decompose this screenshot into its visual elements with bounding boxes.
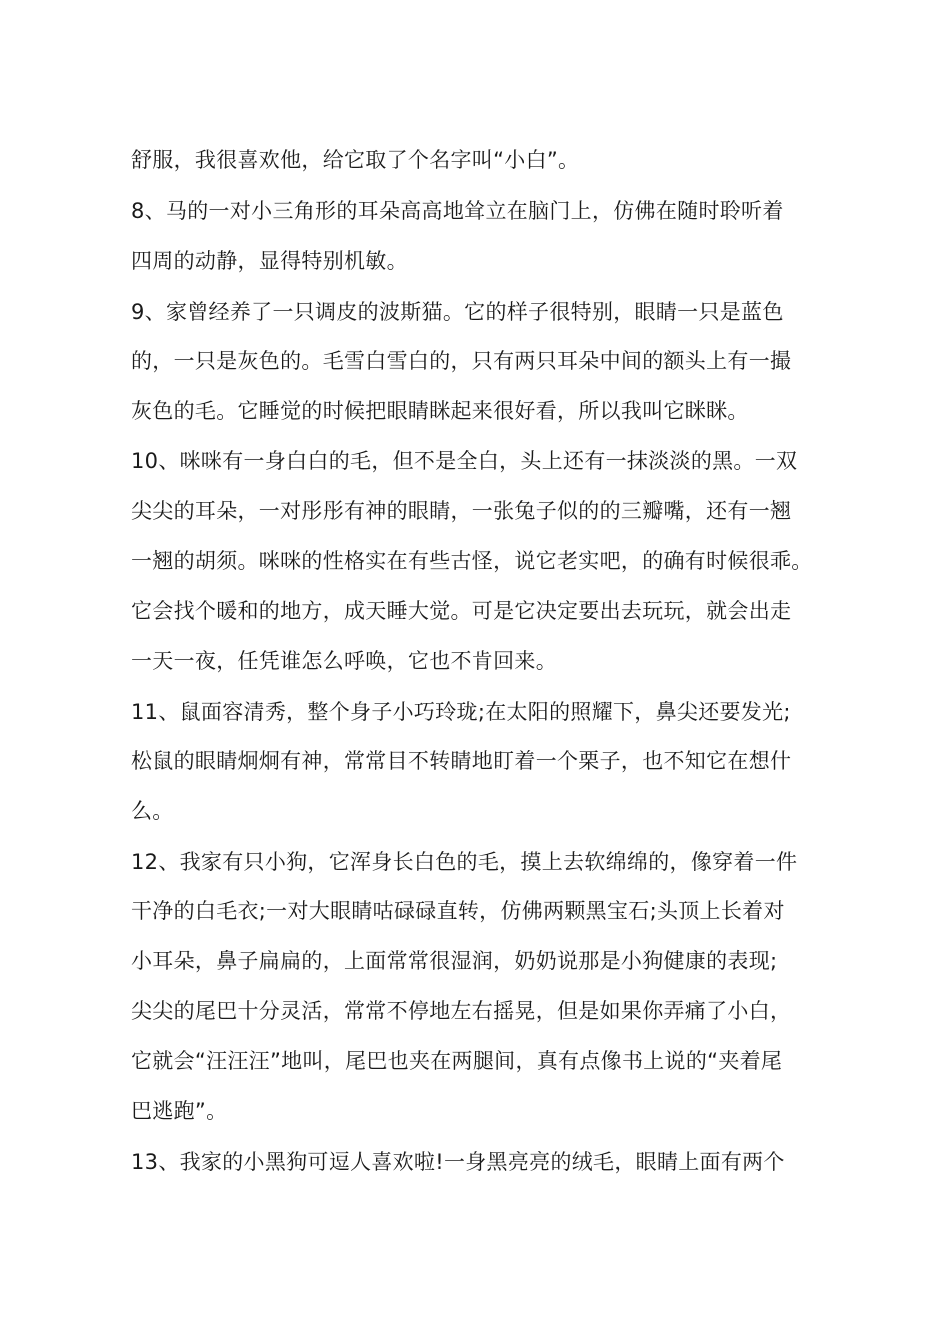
text-line: 一天一夜，任凭谁怎么呼唤，它也不肯回来。 [131,649,557,673]
text-line: 尖尖的尾巴十分灵活，常常不停地左右摇晃，但是如果你弄痛了小白， [131,999,792,1023]
text-line: 干净的白毛衣;一对大眼睛咕碌碌直转，仿佛两颗黑宝石;头顶上长着对 [131,899,785,923]
text-line: 么。 [131,799,174,823]
text-line: 12、我家有只小狗，它浑身长白色的毛，摸上去软绵绵的，像穿着一件 [131,850,798,874]
text-line: 松鼠的眼睛炯炯有神，常常目不转睛地盯着一个栗子，也不知它在想什 [131,749,792,773]
text-line: 灰色的毛。它睡觉的时候把眼睛眯起来很好看，所以我叫它眯眯。 [131,399,749,423]
text-line: 8、马的一对小三角形的耳朵高高地耸立在脑门上，仿佛在随时聆听着 [131,199,784,223]
text-line: 小耳朵，鼻子扁扁的，上面常常很湿润，奶奶说那是小狗健康的表现; [131,949,778,973]
text-line: 它就会“汪汪汪”地叫，尾巴也夹在两腿间，真有点像书上说的“夹着尾 [131,1049,783,1073]
text-line: 四周的动静，显得特别机敏。 [131,249,408,273]
text-line: 舒服，我很喜欢他，给它取了个名字叫“小白”。 [131,148,580,172]
text-line: 9、家曾经养了一只调皮的波斯猫。它的样子很特别，眼睛一只是蓝色 [131,300,784,324]
text-line: 尖尖的耳朵，一对彤彤有神的眼睛，一张兔子似的的三瓣嘴，还有一翘 [131,499,792,523]
text-line: 11、鼠面容清秀，整个身子小巧玲珑;在太阳的照耀下，鼻尖还要发光; [131,700,791,724]
text-line: 巴逃跑”。 [131,1099,228,1123]
text-line: 它会找个暖和的地方，成天睡大觉。可是它决定要出去玩玩，就会出走 [131,599,792,623]
text-line: 的，一只是灰色的。毛雪白雪白的，只有两只耳朵中间的额头上有一撮 [131,349,792,373]
text-line: 13、我家的小黑狗可逗人喜欢啦!一身黑亮亮的绒毛，眼睛上面有两个 [131,1150,785,1174]
text-line: 10、咪咪有一身白白的毛，但不是全白，头上还有一抹淡淡的黑。一双 [131,449,798,473]
text-line: 一翘的胡须。咪咪的性格实在有些古怪，说它老实吧，的确有时候很乖。 [131,549,813,573]
